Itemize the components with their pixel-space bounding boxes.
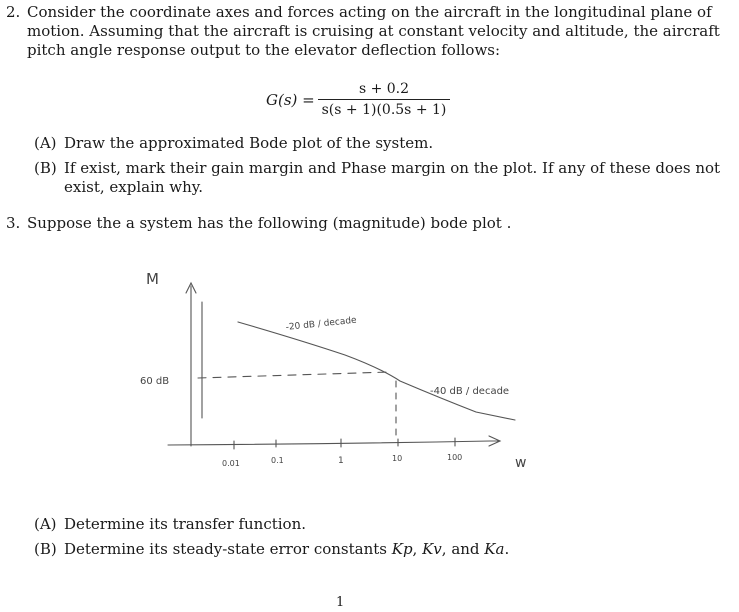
page-number: 1	[336, 595, 345, 610]
tick-label-0-01: 0.01	[222, 459, 240, 468]
tick-label-1: 1	[338, 456, 344, 466]
kp-symbol: Kp	[391, 540, 413, 558]
equation-denominator: s(s + 1)(0.5s + 1)	[321, 102, 447, 118]
q3-partB-end: .	[504, 540, 510, 558]
equation-numerator: s + 0.2	[358, 81, 410, 97]
y-axis-label: M	[146, 270, 159, 288]
kv-symbol: Kv	[422, 540, 442, 558]
slope2-label: -40 dB / decade	[430, 386, 510, 397]
x-axis	[168, 441, 500, 445]
q3-number: 3.	[6, 214, 21, 232]
magnitude-curve	[238, 322, 515, 420]
q2-partB-text-2: exist, explain why.	[64, 178, 204, 196]
q2-partA-label: (A)	[34, 134, 57, 152]
q2-line-3: pitch angle response output to the elevator deflection follows:	[27, 41, 501, 59]
q3-partB-label: (B)	[34, 540, 57, 558]
q2-line-1: Consider the coordinate axes and forces acting on the aircraft in the longitudinal plane of	[27, 3, 712, 21]
tick-label-0-1: 0.1	[271, 456, 284, 465]
level-label-60db: 60 dB	[140, 376, 170, 387]
tick-label-100: 100	[447, 453, 463, 462]
slope1-label: -20 dB / decade	[285, 315, 358, 333]
q3-partA-text: Determine its transfer function.	[64, 515, 307, 533]
q2-partB-label: (B)	[34, 159, 57, 177]
q3-partB-and: , and	[441, 540, 485, 558]
q3-text: Suppose the a system has the following (magnitude) bode plot .	[27, 214, 512, 232]
tick-label-10: 10	[392, 454, 403, 463]
x-axis-label: w	[515, 455, 527, 471]
q3-partB-text: Determine its steady-state error constants Kp, Kv, and Ka.	[64, 540, 510, 558]
q2-line-2: motion. Assuming that the aircraft is cruising at constant velocity and altitude, the aircraft	[27, 22, 720, 40]
q3-partA-label: (A)	[34, 515, 57, 533]
level-dashed-line	[198, 372, 390, 378]
q3-partB-prefix: Determine its steady-state error constants	[64, 540, 392, 558]
equation-lhs: G(s) =	[266, 91, 315, 109]
q2-partA-text: Draw the approximated Bode plot of the system.	[64, 134, 434, 152]
q2-number: 2.	[6, 3, 21, 21]
ka-symbol: Ka	[484, 540, 505, 558]
q2-partB-text-1: If exist, mark their gain margin and Phase margin on the plot. If any of these does not	[64, 159, 721, 177]
